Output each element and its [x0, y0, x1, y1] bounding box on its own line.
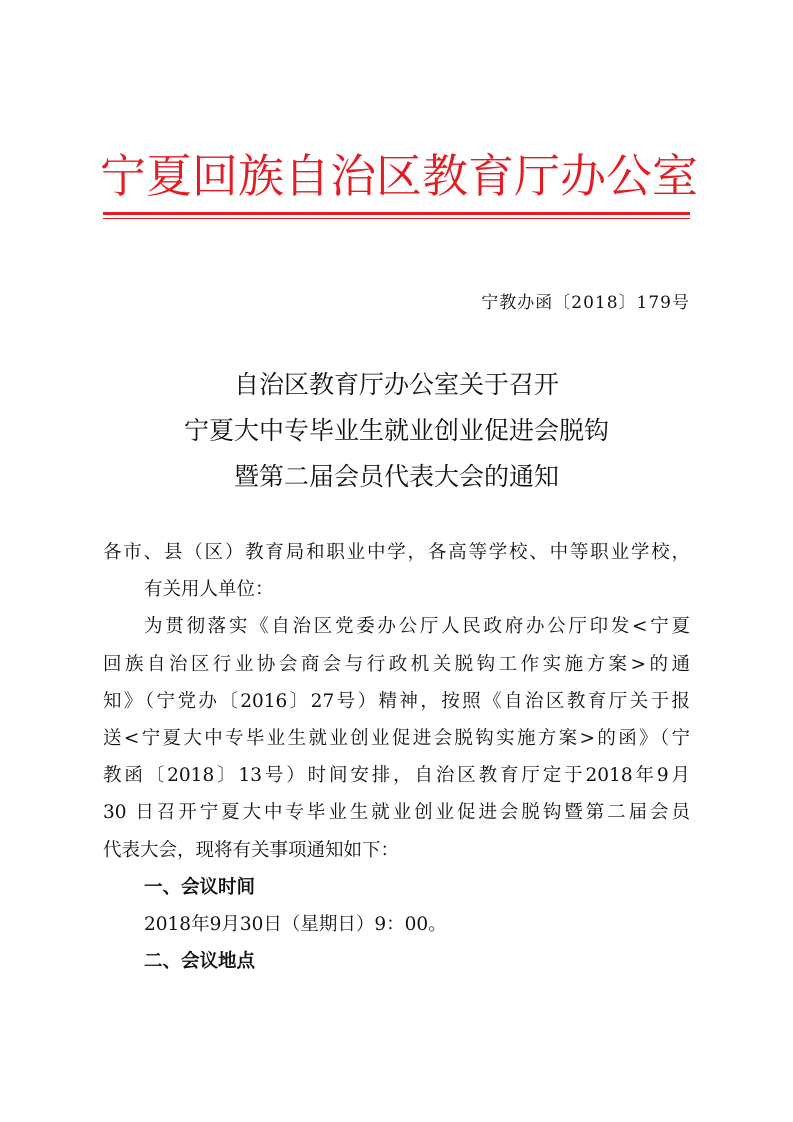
paragraph-line: 知》（宁党办〔2016〕27号）精神，按照《自治区教育厅关于报 — [103, 690, 690, 712]
document-number: 宁教办函〔2018〕179号 — [481, 293, 690, 313]
org-letterhead-title: 宁夏回族自治区教育厅办公室 — [100, 149, 698, 203]
paragraph-line: 代表大会，现将有关事项通知如下： — [103, 839, 400, 861]
notice-body — [103, 534, 690, 980]
section-heading-location: 二、会议地点 — [144, 951, 256, 973]
paragraph-line: 教函〔2018〕13号）时间安排，自治区教育厅定于2018年9月 — [103, 765, 690, 787]
paragraph-line: 送<宁夏大中专毕业生就业创业促进会脱钩实施方案>的函》（宁 — [103, 727, 690, 749]
letterhead-red-rule-thin — [103, 218, 690, 219]
addressee-line: 各市、县（区）教育局和职业中学，各高等学校、中等职业学校， — [103, 542, 690, 563]
addressee-line: 有关用人单位： — [144, 579, 274, 601]
paragraph-line: 30 日召开宁夏大中专毕业生就业创业促进会脱钩暨第二届会员 — [103, 802, 690, 824]
title-line: 自治区教育厅办公室关于召开 — [233, 370, 559, 399]
paragraph-line: 回族自治区行业协会商会与行政机关脱钩工作实施方案>的通 — [103, 653, 690, 675]
section-content-time: 2018年9月30日（星期日）9：00。 — [144, 913, 447, 935]
title-line: 暨第二届会员代表大会的通知 — [233, 462, 559, 491]
paragraph-line: 为贯彻落实《自治区党委办公厅人民政府办公厅印发<宁夏 — [144, 616, 690, 638]
title-line: 宁夏大中专毕业生就业创业促进会脱钩 — [183, 416, 609, 445]
section-heading-time: 一、会议时间 — [144, 876, 256, 898]
notice-title — [103, 362, 690, 500]
letterhead-red-rule-thick — [103, 212, 690, 215]
